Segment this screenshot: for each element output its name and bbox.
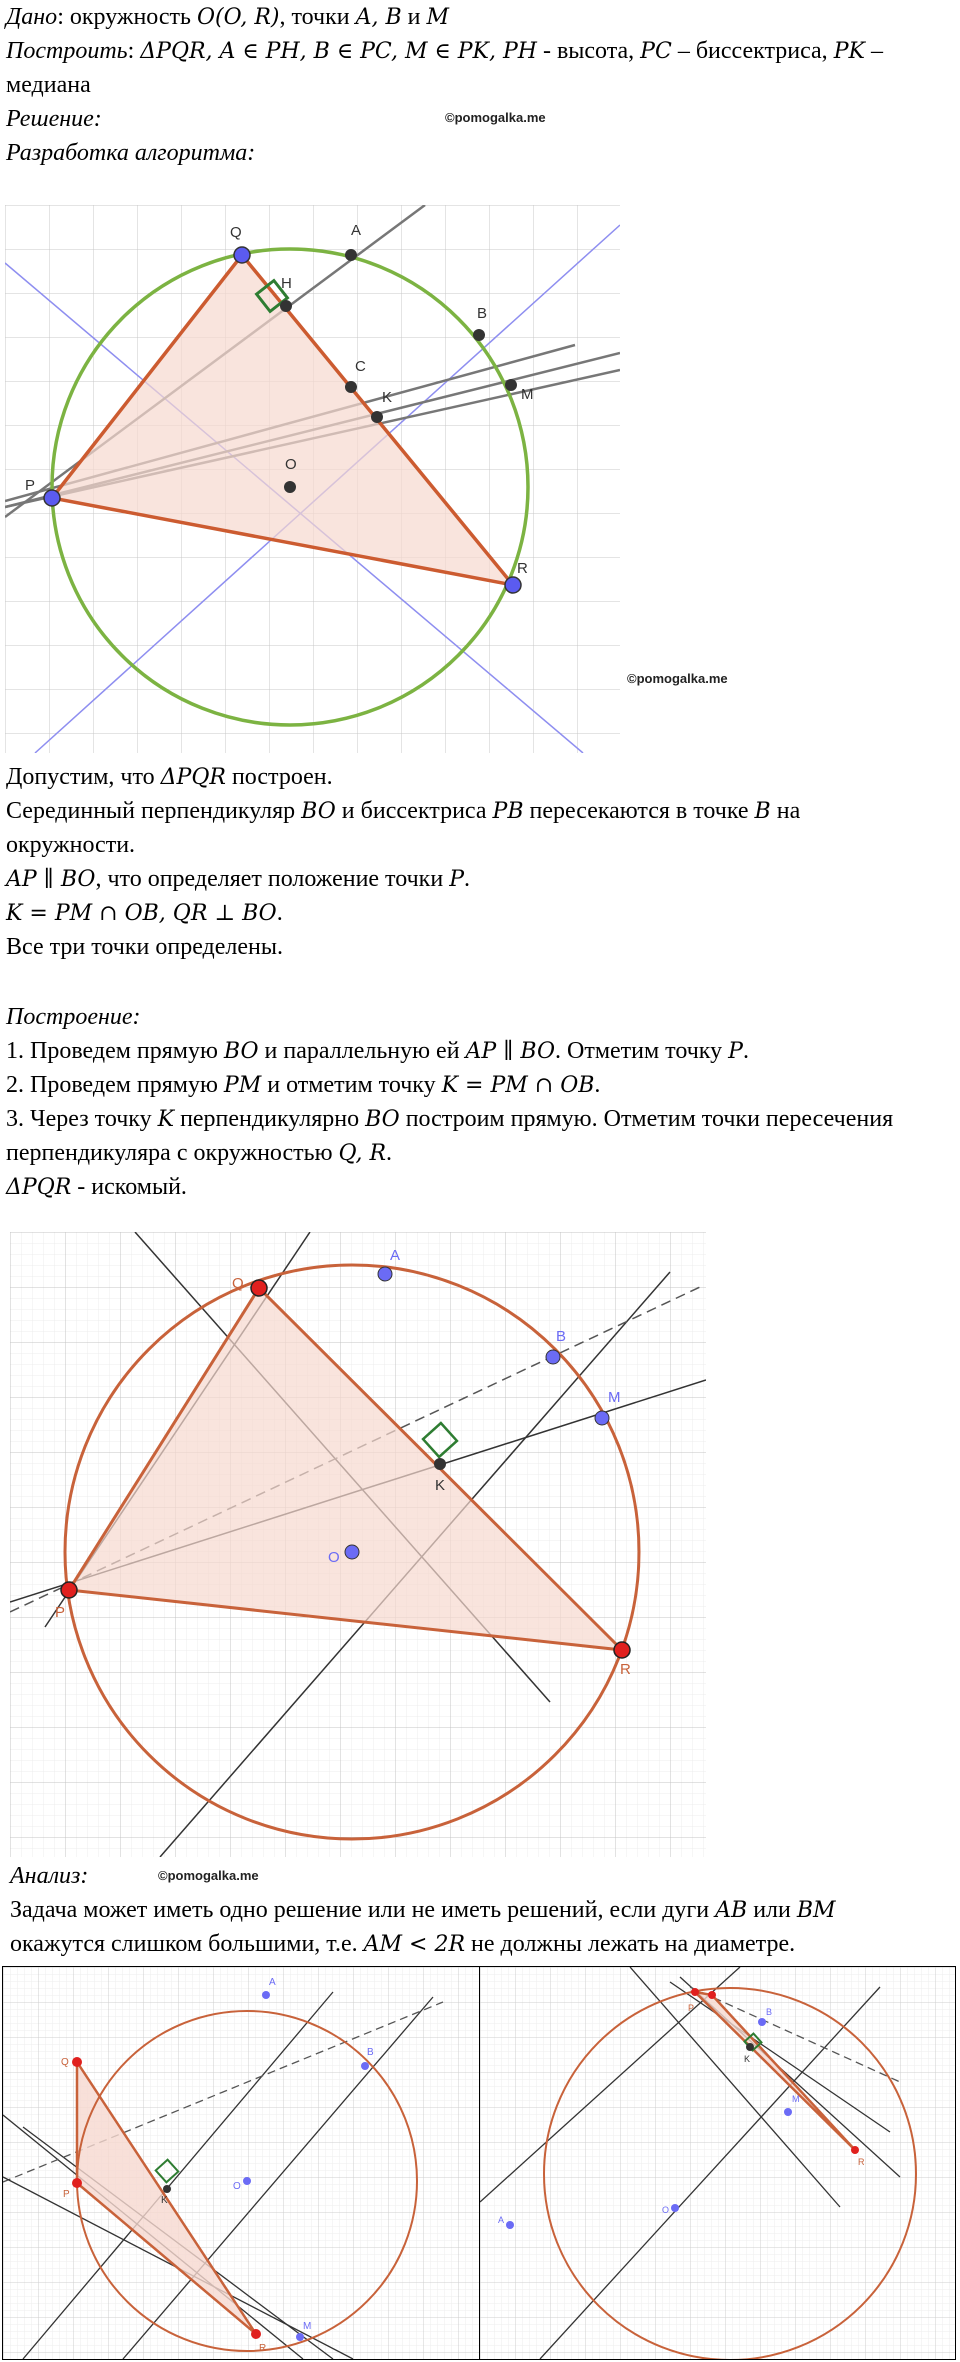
fig1-label-r: R	[517, 560, 528, 577]
fig2-label-r: R	[620, 1661, 631, 1678]
watermark-1: ©pomogalka.me	[445, 110, 546, 125]
fig2-label-m: M	[608, 1389, 621, 1406]
fig4-label-b: B	[766, 2007, 773, 2017]
fig3-label-b: B	[367, 2047, 374, 2058]
analysis-line-2: окажутся слишком большими, т.е. AM < 2R не должны лежать на диаметре.	[10, 1931, 796, 1957]
construct-line: Построить: ΔPQR, A ∈ PH, B ∈ PC, M ∈ PK, PH - высота, PC – биссектриса, PK –	[6, 38, 883, 64]
construction-step-3b: перпендикуляра с окружностью Q, R.	[6, 1140, 393, 1166]
fig2-label-p: P	[55, 1604, 66, 1621]
fig4-label-a: A	[498, 2215, 505, 2225]
fig3-label-o: O	[233, 2181, 241, 2192]
fig3-label-r: R	[259, 2343, 267, 2354]
fig2-label-o: O	[328, 1549, 340, 1566]
fig2-label-q: Q	[232, 1275, 244, 1292]
fig4-label-k: K	[744, 2054, 751, 2064]
algorithm-label: Разработка алгоритма:	[6, 140, 256, 166]
reasoning-line-1: Допустим, что ΔPQR построен.	[6, 764, 333, 790]
fig3-label-a: A	[269, 1977, 276, 1988]
fig3-label-p: P	[63, 2189, 70, 2200]
watermark-2b: ©pomogalka.me	[627, 671, 728, 686]
figure-construction-diagram	[10, 1232, 706, 1857]
figure-case-2	[479, 1966, 956, 2360]
fig3-label-k: K	[161, 2195, 168, 2206]
watermark-3: ©pomogalka.me	[158, 1868, 259, 1883]
figure-analysis-diagram	[5, 205, 620, 753]
reasoning-line-6: Все три точки определены.	[6, 934, 283, 960]
reasoning-line-3: окружности.	[6, 832, 136, 858]
fig4-label-p: P	[688, 2003, 695, 2013]
figure-case-1	[2, 1966, 480, 2360]
analysis-label: Анализ:	[10, 1863, 89, 1889]
fig1-label-b: B	[477, 305, 488, 322]
fig4-label-m: M	[792, 2094, 800, 2104]
reasoning-line-2: Серединный перпендикуляр BO и биссектриса PB пересекаются в точке B на	[6, 798, 801, 824]
fig1-label-p: P	[25, 477, 36, 494]
given-line: Дано: окружность O(O, R), точки A, B и M	[6, 4, 450, 30]
fig2-label-k: K	[435, 1477, 446, 1494]
fig1-label-h: H	[281, 275, 292, 292]
construction-step-3: 3. Через точку K перпендикулярно BO построим прямую. Отметим точки пересечения	[6, 1106, 894, 1132]
fig1-label-a: A	[351, 222, 362, 239]
reasoning-line-5: K = PM ∩ OB, QR ⊥ BO.	[6, 900, 283, 926]
fig1-label-q: Q	[230, 224, 242, 241]
fig2-label-a: A	[390, 1247, 401, 1264]
construction-label: Построение:	[6, 1004, 141, 1030]
analysis-line-1: Задача может иметь одно решение или не иметь решений, если дуги AB или BM	[10, 1897, 836, 1923]
fig1-label-m: M	[521, 386, 534, 403]
fig1-label-o: O	[285, 456, 297, 473]
fig1-label-c: C	[355, 358, 366, 375]
construction-step-1: 1. Проведем прямую BO и параллельную ей AP ∥ BO. Отметим точку P.	[6, 1038, 749, 1064]
fig4-label-r: R	[858, 2157, 865, 2167]
fig4-label-o: O	[662, 2205, 670, 2215]
construction-result: ΔPQR - искомый.	[6, 1174, 187, 1200]
fig3-label-m: M	[303, 2321, 312, 2332]
fig3-label-q: Q	[61, 2057, 69, 2068]
fig2-label-b: B	[556, 1328, 567, 1345]
construct-line-2: медиана	[6, 72, 91, 98]
construction-step-2: 2. Проведем прямую PM и отметим точку K = PM ∩ OB.	[6, 1072, 601, 1098]
fig1-label-k: K	[382, 389, 393, 406]
solution-label: Решение:	[6, 106, 102, 132]
reasoning-line-4: AP ∥ BO, что определяет положение точки P.	[6, 866, 470, 892]
